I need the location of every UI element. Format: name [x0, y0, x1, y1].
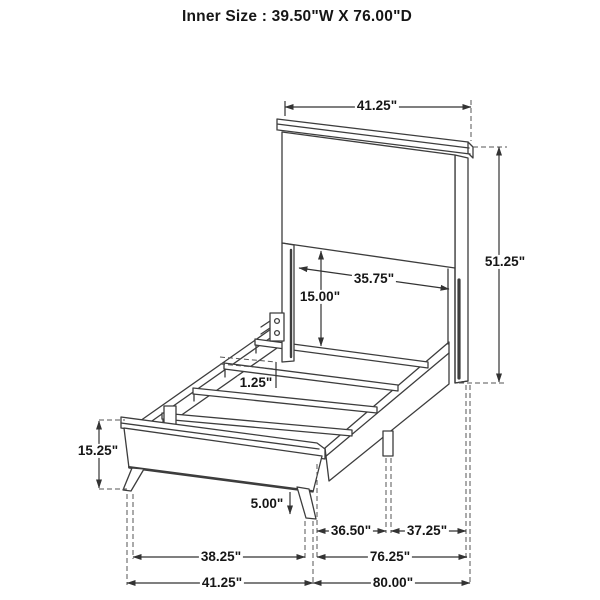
dim-label-overall-width: 41.25": [201, 574, 243, 590]
slat: [255, 339, 428, 368]
dim-label-footboard-width: 38.25": [200, 548, 242, 564]
footboard-leg: [123, 468, 144, 491]
dim-label-footboard-height: 15.25": [77, 442, 119, 458]
dim-label-foot-leg-height: 5.00": [250, 495, 284, 511]
dim-label-headboard-height: 51.25": [484, 253, 526, 269]
slat: [193, 388, 377, 413]
dim-label-overall-length: 80.00": [372, 574, 414, 590]
headboard-leg: [282, 243, 294, 362]
headboard: [261, 119, 473, 383]
center-leg: [383, 431, 393, 456]
dim-label-headboard-inner-width: 35.75": [353, 270, 395, 286]
dim-label-headboard-width: 41.25": [356, 97, 398, 113]
dim-label-slat-span-rear: 37.25": [406, 522, 448, 538]
page-title: Inner Size : 39.50"W X 76.00"D: [181, 7, 413, 25]
dim-label-slat-span-front: 36.50": [330, 522, 372, 538]
dim-label-slat-thickness: 1.25": [239, 374, 273, 390]
dim-label-rail-to-panel: 15.00": [299, 288, 341, 304]
headboard-panel: [282, 132, 455, 268]
footboard: [121, 417, 325, 519]
dim-label-rail-length: 76.25": [369, 548, 411, 564]
